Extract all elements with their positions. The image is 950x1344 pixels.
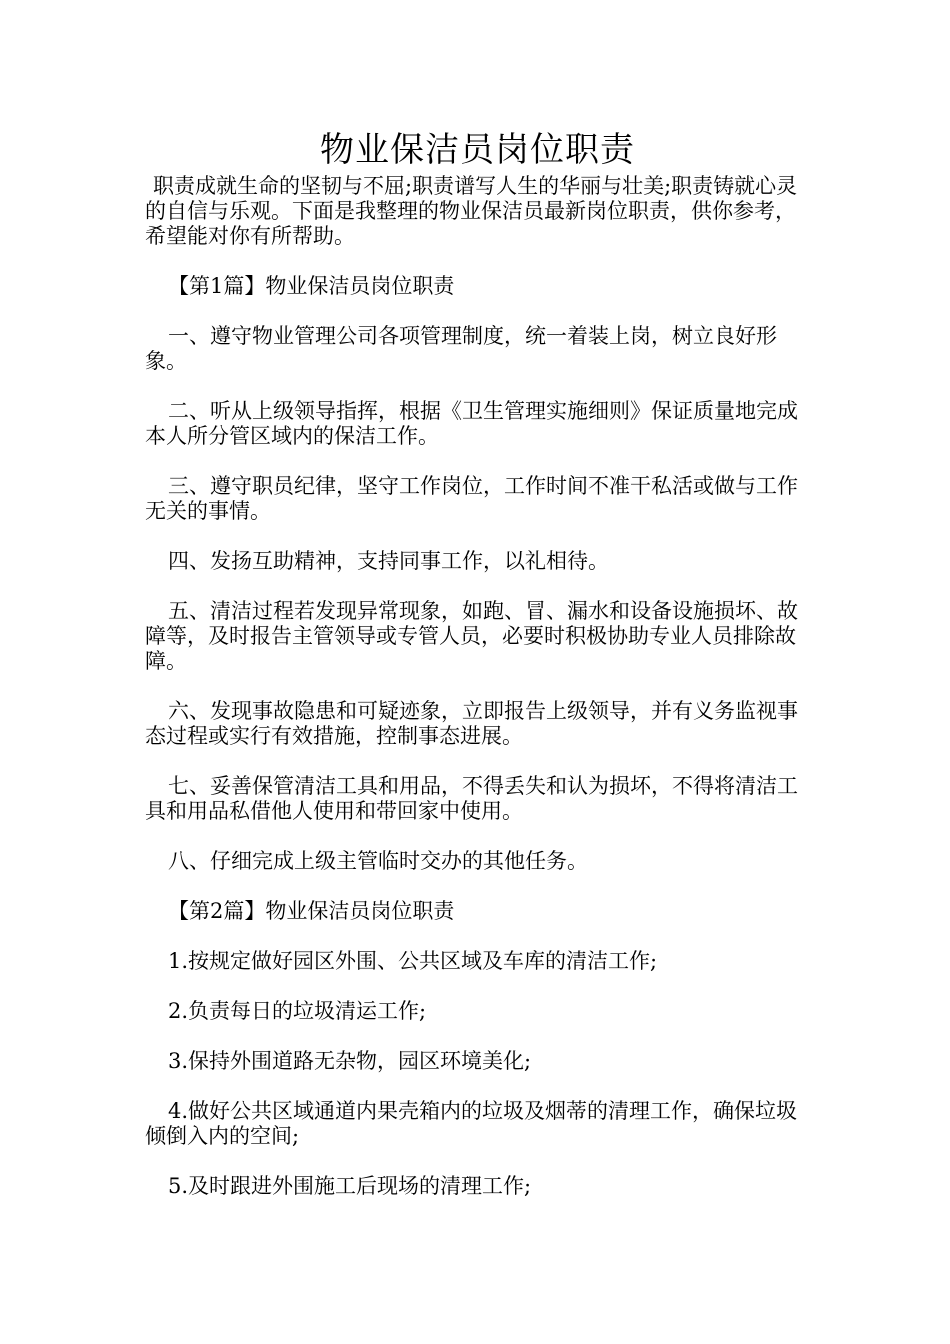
document-title: 物业保洁员岗位职责 — [320, 130, 635, 170]
section2-heading: 【第2篇】物业保洁员岗位职责 — [168, 899, 455, 923]
section2-item-4: 4.做好公共区域通道内果壳箱内的垃圾及烟蒂的清理工作，确保垃圾倾倒入内的空间; — [145, 1099, 798, 1148]
section1-item-8: 八、仔细完成上级主管临时交办的其他任务。 — [168, 849, 588, 873]
section2-item-1: 1.按规定做好园区外围、公共区域及车库的清洁工作; — [168, 949, 658, 973]
section2-item-2: 2.负责每日的垃圾清运工作; — [168, 999, 427, 1023]
section2-item-5: 5.及时跟进外围施工后现场的清理工作; — [168, 1174, 532, 1198]
section1-item-3: 三、遵守职员纪律，坚守工作岗位，工作时间不准干私活或做与工作无关的事情。 — [145, 474, 798, 523]
section1-item-5: 五、清洁过程若发现异常现象，如跑、冒、漏水和设备设施损坏、故障等，及时报告主管领导或专管人员，必要时积极协助专业人员排除故障。 — [145, 599, 798, 673]
section1-heading: 【第1篇】物业保洁员岗位职责 — [168, 274, 455, 298]
section1-item-2: 二、听从上级领导指挥，根据《卫生管理实施细则》保证质量地完成本人所分管区域内的保洁工作。 — [145, 399, 798, 448]
intro-paragraph: 职责成就生命的坚韧与不屈;职责谱写人生的华丽与壮美;职责铸就心灵的自信与乐观。下面是我整理的物业保洁员最新岗位职责，供你参考，希望能对你有所帮助。 — [145, 174, 798, 248]
section1-item-4: 四、发扬互助精神，支持同事工作，以礼相待。 — [168, 549, 609, 573]
section1-item-7: 七、妥善保管清洁工具和用品，不得丢失和认为损坏，不得将清洁工具和用品私借他人使用和带回家中使用。 — [145, 774, 798, 823]
section1-item-6: 六、发现事故隐患和可疑迹象，立即报告上级领导，并有义务监视事态过程或实行有效措施，控制事态进展。 — [145, 699, 798, 748]
document-page — [145, 128, 810, 1199]
section1-item-1: 一、遵守物业管理公司各项管理制度，统一着装上岗，树立良好形象。 — [145, 324, 777, 373]
section2-item-3: 3.保持外围道路无杂物，园区环境美化; — [168, 1049, 532, 1073]
